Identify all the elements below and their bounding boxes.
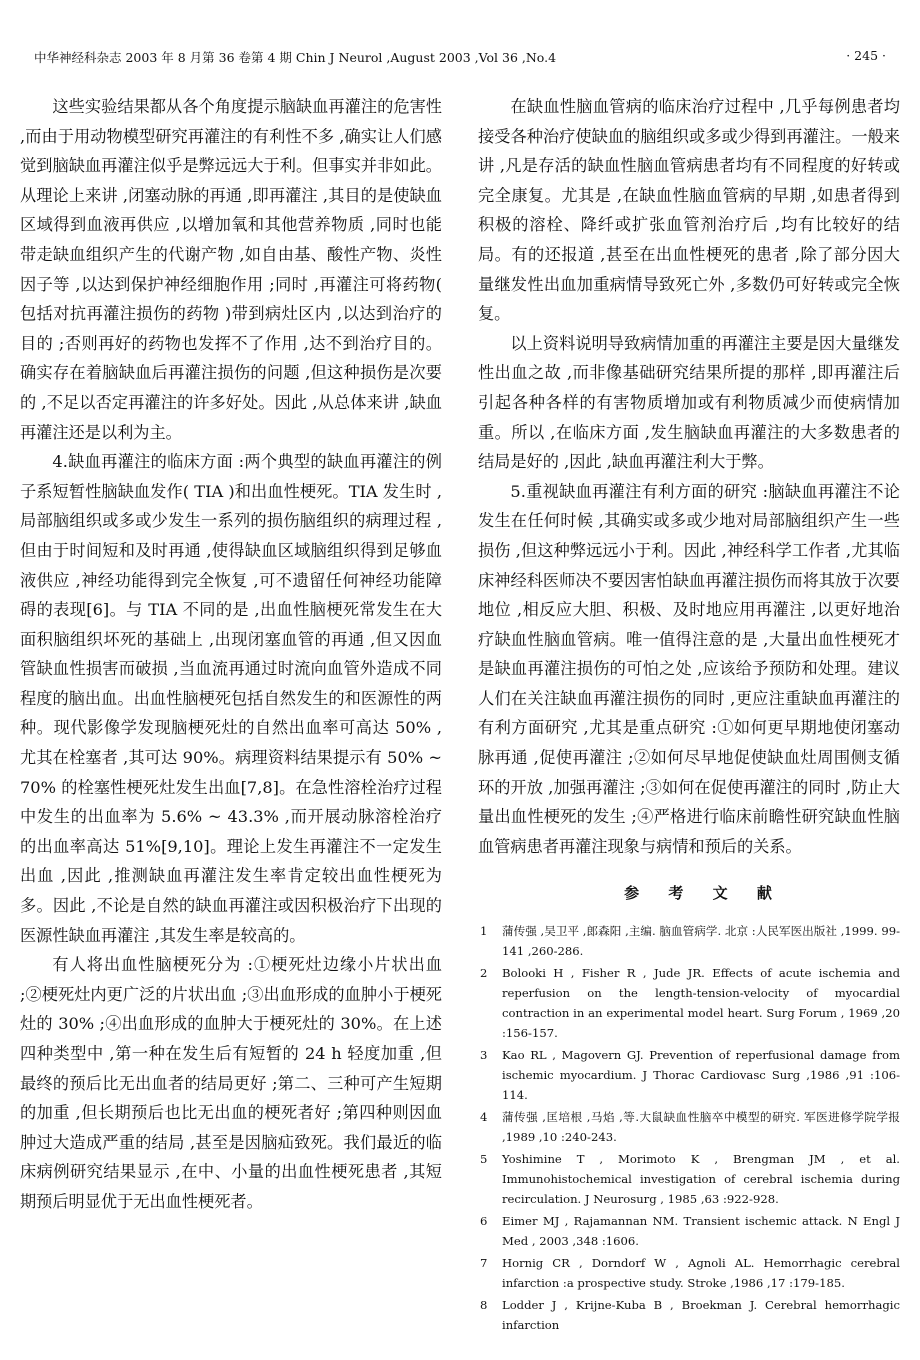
paragraph: 这些实验结果都从各个角度提示脑缺血再灌注的危害性 ,而由于用动物模型研究再灌注的有利性不多 ,确实让人们感觉到脑缺血再灌注似乎是弊远远大于利。但事实并非如此。从理论上来讲 ,闭塞动脉的再通 ,即再灌注 ,其目的是使缺血区域得到血液再供应 ,以增加氧和其他营养物质 ,同时也能带走缺血组织产生的代谢产物 ,如自由基、酸性产物、炎性因子等 ,以达到保护神经细胞作用 ;同时 ,再灌注可将药物( 包括对抗再灌注损伤的药物 )带到病灶区内 ,以达到治疗的目的 ;否则再好的药物也发挥不了作用 ,达不到治疗目的。确实存在着脑缺血后再灌注损伤的问题 ,但这种损伤是次要的 ,不足以否定再灌注的许多好处。因此 ,从总体来讲 ,缺血再灌注还是以利为主。 [20, 97, 442, 442]
reference-number: 3 [480, 1048, 488, 1063]
left-column [20, 92, 442, 1217]
reference-item [478, 963, 900, 1043]
reference-item [478, 921, 900, 961]
reference-text: Lodder J , Krijne-Kuba B , Broekman J. Cerebral hemorrhagic infarction [502, 1298, 900, 1333]
reference-text: 蒲传强 ,匡培根 ,马焰 ,等.大鼠缺血性脑卒中模型的研究. 军医进修学院学报 ,1989 ,10 :240-243. [502, 1110, 900, 1145]
running-header [34, 48, 886, 70]
page-number: · 245 · [846, 48, 886, 63]
reference-item [478, 1295, 900, 1335]
reference-number: 6 [480, 1214, 488, 1229]
references-heading: 参 考 文 献 [624, 884, 784, 903]
reference-list [478, 921, 900, 1335]
paragraph: 在缺血性脑血管病的临床治疗过程中 ,几乎每例患者均接受各种治疗使缺血的脑组织或多或少得到再灌注。一般来讲 ,凡是存活的缺血性脑血管病患者均有不同程度的好转或完全康复。尤其是 ,在缺血性脑血管病的早期 ,如患者得到积极的溶栓、降纤或扩张血管剂治疗后 ,均有比较好的结局。有的还报道 ,甚至在出血性梗死的患者 ,除了部分因大量继发性出血加重病情导致死亡外 ,多数仍可好转或完全恢复。 [478, 97, 900, 324]
reference-number: 1 [480, 924, 488, 939]
reference-text: Eimer MJ , Rajamannan NM. Transient ischemic attack. N Engl J Med , 2003 ,348 :1606. [502, 1214, 900, 1249]
reference-number: 8 [480, 1298, 488, 1313]
reference-text: Hornig CR , Dorndorf W , Agnoli AL. Hemorrhagic cerebral infarction :a prospective study. Stroke ,1986 ,17 :179-185. [502, 1256, 900, 1291]
paragraph: 以上资料说明导致病情加重的再灌注主要是因大量继发性出血之故 ,而非像基础研究结果所提的那样 ,即再灌注后引起各种各样的有害物质增加或有利物质减少而使病情加重。所以 ,在临床方面 ,发生脑缺血再灌注的大多数患者的结局是好的 ,因此 ,缺血再灌注利大于弊。 [478, 333, 900, 472]
reference-item [478, 1253, 900, 1293]
reference-item [478, 1107, 900, 1147]
reference-text: 蒲传强 ,吴卫平 ,郎森阳 ,主编. 脑血管病学. 北京 :人民军医出版社 ,1999. 99-141 ,260-286. [502, 924, 900, 959]
reference-number: 7 [480, 1256, 488, 1271]
reference-text: Yoshimine T , Morimoto K , Brengman JM , et al. Immunohistochemical investigation of cerebral ischemia during recirculation. J Neurosurg , 1985 ,63 :922-928. [502, 1152, 900, 1207]
reference-item [478, 1211, 900, 1251]
right-column [478, 92, 900, 1337]
reference-number: 4 [480, 1110, 488, 1125]
paragraph: 有人将出血性脑梗死分为 :①梗死灶边缘小片状出血 ;②梗死灶内更广泛的片状出血 ;③出血形成的血肿小于梗死灶的 30% ;④出血形成的血肿大于梗死灶的 30%。在上述四种类型中 ,第一种在发生后有短暂的 24 h 轻度加重 ,但最终的预后比无出血者的结局更好 ;第二、三种可产生短期的加重 ,但长期预后也比无出血的梗死者好 ;第四种则因血肿过大造成严重的结局 ,甚至是因脑疝致死。我们最近的临床病例研究结果显示 ,在中、小量的出血性梗死患者 ,其短期预后明显优于无出血性梗死者。 [20, 955, 442, 1211]
journal-citation: 中华神经科杂志 2003 年 8 月第 36 卷第 4 期 Chin J Neurol ,August 2003 ,Vol 36 ,No.4 [34, 50, 557, 65]
reference-text: Bolooki H , Fisher R , Jude JR. Effects of acute ischemia and reperfusion on the length-tension-velocity of myocardial contraction in an experimental model heart. Surg Forum , 1969 ,20 :156-157. [502, 966, 900, 1041]
paragraph: 4.缺血再灌注的临床方面 :两个典型的缺血再灌注的例子系短暂性脑缺血发作( TIA )和出血性梗死。TIA 发生时 ,局部脑组织或多或少发生一系列的损伤脑组织的病理过程 ,但由于时间短和及时再通 ,使得缺血区域脑组织得到足够血液供应 ,神经功能得到完全恢复 ,可不遗留任何神经功能障碍的表现[6]。与 TIA 不同的是 ,出血性脑梗死常发生在大面积脑组织坏死的基础上 ,出现闭塞血管的再通 ,但又因血管缺血性损害而破损 ,当血流再通过时流向血管外造成不同程度的脑出血。出血性脑梗死包括自然发生的和医源性的两种。现代影像学发现脑梗死灶的自然出血率可高达 50% ,尤其在栓塞者 ,其可达 90%。病理资料结果提示有 50% ~ 70% 的栓塞性梗死灶发生出血[7,8]。在急性溶栓治疗过程中发生的出血率为 5.6% ~ 43.3% ,而开展动脉溶栓治疗的出血率高达 51%[9,10]。理论上发生再灌注不一定发生出血 ,因此 ,推测缺血再灌注发生率肯定较出血性梗死为多。因此 ,不论是自然的缺血再灌注或因积极治疗下出现的医源性缺血再灌注 ,其发生率是较高的。 [20, 452, 442, 945]
reference-item [478, 1149, 900, 1209]
reference-number: 2 [480, 966, 488, 981]
paragraph: 5.重视缺血再灌注有利方面的研究 :脑缺血再灌注不论发生在任何时候 ,其确实或多或少地对局部脑组织产生一些损伤 ,但这种弊远远小于利。因此 ,神经科学工作者 ,尤其临床神经科医师决不要因害怕缺血再灌注损伤而将其放于次要地位 ,相反应大胆、积极、及时地应用再灌注 ,以更好地治疗缺血性脑血管病。唯一值得注意的是 ,大量出血性梗死才是缺血再灌注损伤的可怕之处 ,应该给予预防和处理。建议人们在关注缺血再灌注损伤的同时 ,更应注重缺血再灌注的有利方面研究 ,尤其是重点研究 :①如何更早期地使闭塞动脉再通 ,促使再灌注 ;②如何尽早地促使缺血灶周围侧支循环的开放 ,加强再灌注 ;③如何在促使再灌注的同时 ,防止大量出血性梗死的发生 ;④严格进行临床前瞻性研究缺血性脑血管病患者再灌注现象与病情和预后的关系。 [478, 481, 900, 856]
reference-number: 5 [480, 1152, 488, 1167]
reference-item [478, 1045, 900, 1105]
reference-text: Kao RL , Magovern GJ. Prevention of reperfusional damage from ischemic myocardium. J Thorac Cardiovasc Surg ,1986 ,91 :106-114. [502, 1048, 900, 1103]
